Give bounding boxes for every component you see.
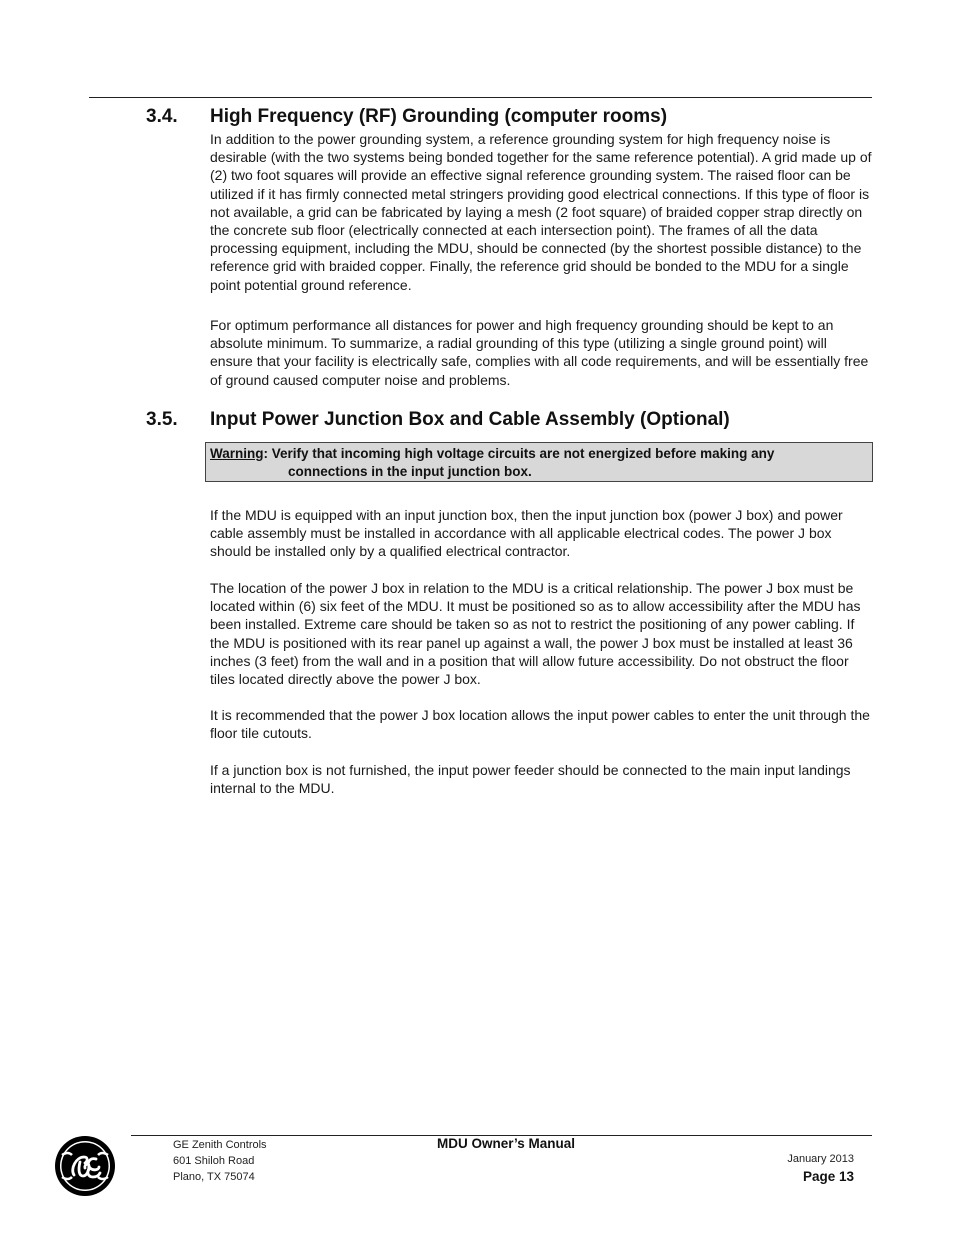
footer-date: January 2013 bbox=[787, 1153, 854, 1165]
section-3-4-paragraph-1: In addition to the power grounding system, a reference grounding system for high frequency noise is desirable (with the two systems being bonded together for the same reference potential). A grid made up of (2) two foot squares will provide an effective signal reference grounding system. The raised floor can be utilized if it has firmly connected metal stringers providing good electrical connections. If this type of floor is not available, a grid can be fabricated by laying a mesh (2 foot square) of braided copper strap directly on the concrete sub floor (electrically connected at each intersection point). The frames of all the data processing equipment, including the MDU, should be connected (by the shortest possible distance) to the reference grid with braided copper. Finally, the reference grid should be bonded to the MDU for a single point potential ground reference. bbox=[210, 131, 872, 293]
section-3-5-paragraph-1: If the MDU is equipped with an input junction box, then the input junction box (power J box) and power cable assembly must be installed in accordance with all applicable electrical codes. The power J box should be installed only by a qualified electrical contractor. bbox=[210, 507, 843, 560]
warning-text-1: : Verify that incoming high voltage circuits are not energized before making any bbox=[263, 446, 775, 461]
section-3-4-paragraph-2: For optimum performance all distances for power and high frequency grounding should be kept to an absolute minimum. To summarize, a radial grounding of this type (utilizing a single ground point) will ensure that your facility is electrically safe, complies with all code requirements, and will be essentially free of ground caused computer noise and problems. bbox=[210, 317, 869, 388]
section-3-5-paragraph-3: It is recommended that the power J box location allows the input power cables to enter the unit through the floor tile cutouts. bbox=[210, 707, 870, 742]
header-rule bbox=[89, 97, 872, 98]
warning-line-1 bbox=[210, 445, 774, 463]
section-3-4-number: 3.4. bbox=[146, 106, 178, 127]
section-3-5-paragraph-4: If a junction box is not furnished, the input power feeder should be connected to the main input landings internal to the MDU. bbox=[210, 762, 851, 797]
section-3-5-paragraph-2: The location of the power J box in relation to the MDU is a critical relationship. The power J box must be located within (6) six feet of the MDU. It must be positioned so as to allow accessibility after the MDU has been installed. Extreme care should be taken so as not to restrict the positioning of any power cabling. If the MDU is positioned with its rear panel up against a wall, the power J box must be installed at least 36 inches (3 feet) from the wall and in a position that will allow future accessibility. Do not obstruct the floor tiles located directly above the power J box. bbox=[210, 580, 861, 688]
warning-text-2: connections in the input junction box. bbox=[288, 464, 532, 479]
footer-address-1: 601 Shiloh Road bbox=[173, 1155, 255, 1167]
section-3-4-title: High Frequency (RF) Grounding (computer rooms) bbox=[210, 106, 668, 127]
warning-box bbox=[205, 442, 873, 482]
warning-label: Warning bbox=[210, 446, 264, 461]
footer-company: GE Zenith Controls bbox=[173, 1139, 267, 1151]
footer-address-2: Plano, TX 75074 bbox=[173, 1171, 255, 1183]
footer-manual-title: MDU Owner’s Manual bbox=[437, 1136, 576, 1151]
ge-monogram-icon bbox=[54, 1135, 116, 1197]
section-3-5-number: 3.5. bbox=[146, 409, 178, 430]
section-3-5-title: Input Power Junction Box and Cable Assembly (Optional) bbox=[210, 409, 730, 430]
footer-page-number: Page 13 bbox=[802, 1169, 854, 1184]
